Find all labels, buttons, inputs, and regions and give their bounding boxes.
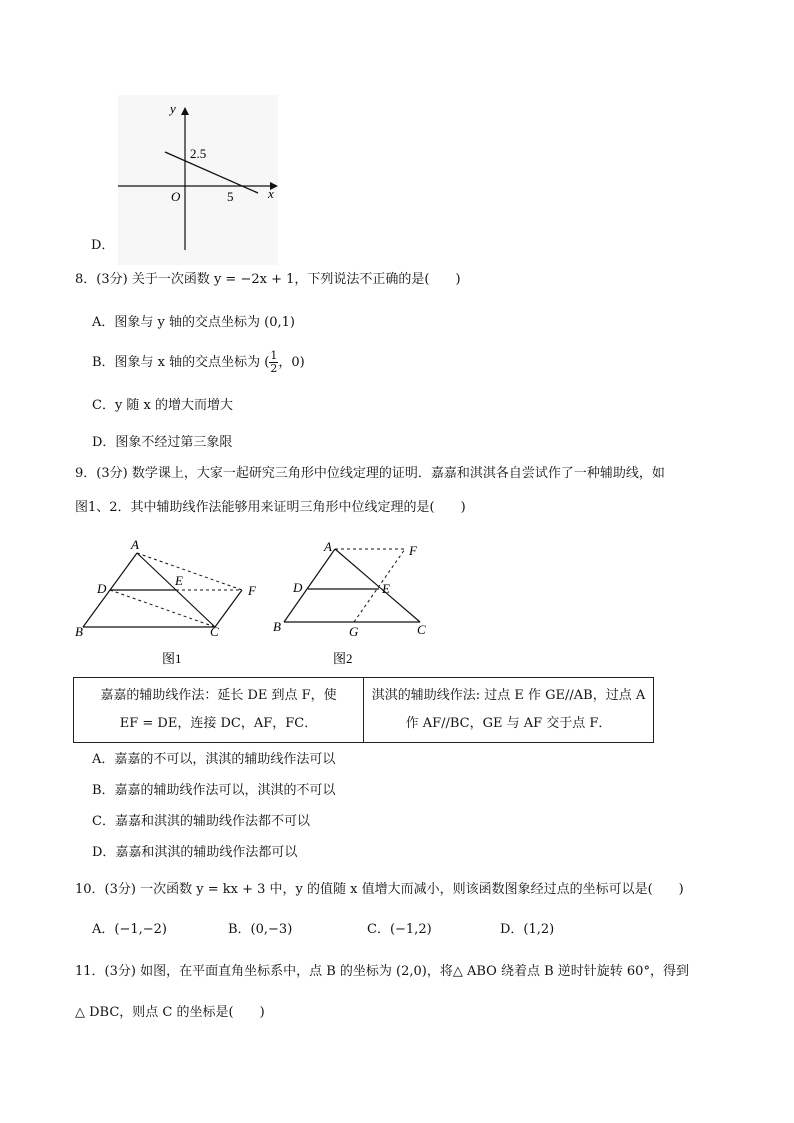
jiajia-method-line1: 嘉嘉的辅助线作法：延长 DE 到点 F，使	[100, 688, 337, 703]
q9-option-a: A．嘉嘉的不可以，淇淇的辅助线作法可以	[92, 752, 336, 767]
q10-option-a: A．(−1,−2)	[92, 922, 167, 937]
q8-option-b-fraction	[269, 350, 278, 375]
jiajia-method-line2: EF = DE，连接 DC，AF，FC．	[119, 716, 318, 731]
point-A-label: A	[131, 537, 139, 552]
q9-stem-line1: 9．(3分) 数学课上，大家一起研究三角形中位线定理的证明．嘉嘉和淇淇各自尝试作了一种辅助线，如	[75, 466, 665, 481]
x-axis-label: x	[268, 186, 274, 201]
qiqi-method-line1: 淇淇的辅助线作法: 过点 E 作 GE//AB，过点 A	[371, 688, 646, 703]
q10-option-c: C．(−1,2)	[367, 922, 432, 937]
fraction-denominator: 2	[270, 362, 278, 375]
seg-AF	[137, 553, 242, 590]
q8-option-b	[92, 350, 305, 375]
point-E-label: E	[175, 573, 183, 588]
q11-stem-line1: 11．(3分) 如图，在平面直角坐标系中，点 B 的坐标为 (2,0)，将△ ABO 绕着点 B 逆时针旋转 60°，得到	[75, 964, 689, 979]
q8-option-b-prefix: B．图象与 x 轴的交点坐标为 (	[92, 355, 270, 370]
point-G-label: G	[349, 624, 359, 639]
qiqi-method-line2: 作 AF//BC，GE 与 AF 交于点 F．	[405, 716, 612, 731]
q7-option-d-label: D．	[91, 238, 115, 253]
figure-2-caption: 图2	[333, 651, 353, 666]
q7-graph	[110, 95, 285, 265]
point-B-label: B	[75, 624, 83, 639]
point-C-label: C	[210, 624, 219, 639]
q9-option-d: D．嘉嘉和淇淇的辅助线作法都可以	[92, 845, 298, 860]
q9-figure-1	[70, 535, 270, 670]
q9-methods-table	[73, 677, 654, 743]
q9-stem-line2: 图1、2．其中辅助线作法能够用来证明三角形中位线定理的是( )	[75, 500, 466, 515]
q8-stem: 8．(3分) 关于一次函数 y = −2x + 1，下列说法不正确的是( )	[75, 272, 461, 287]
fraction-numerator: 1	[270, 349, 278, 362]
point-A-label: A	[324, 539, 332, 554]
q9-option-c: C．嘉嘉和淇淇的辅助线作法都不可以	[92, 814, 310, 829]
point-B-label: B	[273, 619, 281, 634]
q8-option-a: A．图象与 y 轴的交点坐标为 (0,1)	[92, 315, 295, 330]
seg-AC	[335, 549, 420, 622]
point-C-label: C	[417, 622, 426, 637]
point-D-label: D	[293, 580, 303, 595]
point-E-label: E	[382, 581, 390, 596]
q10-stem: 10．(3分) 一次函数 y = kx + 3 中，y 的值随 x 值增大而减小，则该函数图象经过点的坐标可以是( )	[75, 882, 684, 897]
seg-DC	[110, 590, 215, 627]
y-intercept-label: 2.5	[190, 146, 207, 161]
point-F-label: F	[248, 583, 256, 598]
q10-option-b: B．(0,−3)	[228, 922, 293, 937]
q9-option-b: B．嘉嘉的辅助线作法可以，淇淇的不可以	[92, 783, 336, 798]
seg-GF	[354, 549, 405, 622]
point-D-label: D	[97, 581, 107, 596]
q10-option-d: D．(1,2)	[500, 922, 555, 937]
origin-label: O	[171, 189, 181, 204]
jiajia-method-cell	[74, 678, 364, 743]
q8-option-b-suffix: ，0)	[278, 355, 305, 370]
seg-AB	[284, 549, 335, 622]
q8-option-c: C．y 随 x 的增大而增大	[92, 398, 234, 413]
q11-stem-line2: △ DBC，则点 C 的坐标是( )	[75, 1005, 265, 1020]
q8-option-d: D．图象不经过第三象限	[92, 435, 233, 450]
q9-figure-2	[270, 535, 440, 670]
seg-FC	[215, 590, 242, 627]
x-intercept-label: 5	[227, 189, 234, 204]
y-axis-label: y	[170, 101, 176, 116]
point-F-label: F	[409, 543, 417, 558]
qiqi-method-cell	[364, 678, 654, 743]
figure-1-caption: 图1	[162, 651, 182, 666]
